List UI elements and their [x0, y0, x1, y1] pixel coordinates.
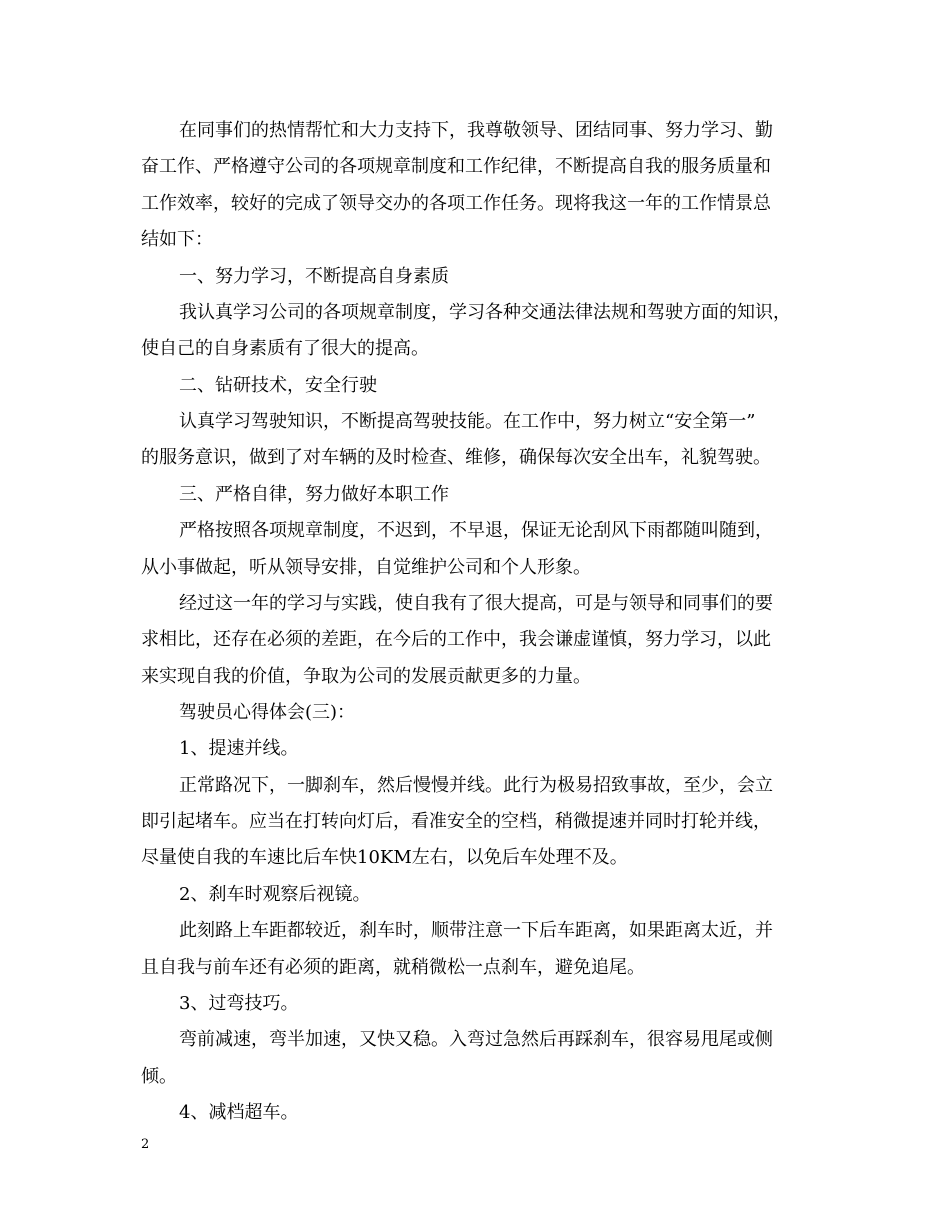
text-line: 认真学习驾驶知识，不断提高驾驶技能。在工作中，努力树立“安全第一” [179, 411, 756, 432]
section-heading: 三、严格自律，努力做好本职工作 [179, 484, 449, 505]
text-line: 正常路况下，一脚刹车，然后慢慢并线。此行为极易招致事故，至少，会立 [179, 775, 773, 796]
text-line: 严格按照各项规章制度，不迟到，不早退，保证无论刮风下雨都随叫随到， [179, 520, 773, 541]
text-line: 此刻路上车距都较近，刹车时，顺带注意一下后车距离，如果距离太近，并 [179, 920, 773, 941]
text-line: 尽量使自我的车速比后车快10KM左右，以免后车处理不及。 [141, 847, 628, 868]
text-line: 结如下： [141, 229, 213, 250]
text-line: 我认真学习公司的各项规章制度，学习各种交通法律法规和驾驶方面的知识， [179, 302, 791, 323]
text-line: 奋工作、严格遵守公司的各项规章制度和工作纪律，不断提高自我的服务质量和 [141, 156, 771, 177]
list-item-heading: 4、减档超车。 [179, 1102, 299, 1123]
text-line: 工作效率，较好的完成了领导交办的各项工作任务。现将我这一年的工作情景总 [141, 193, 771, 214]
section-heading: 二、钻研技术，安全行驶 [179, 375, 377, 396]
page-number: 2 [141, 1137, 150, 1152]
text-line: 经过这一年的学习与实践，使自我有了很大提高，可是与领导和同事们的要 [179, 593, 773, 614]
list-item-heading: 2、刹车时观察后视镜。 [179, 884, 371, 905]
section-heading: 驾驶员心得体会(三)： [179, 702, 356, 723]
text-line: 求相比，还存在必须的差距，在今后的工作中，我会谦虚谨慎，努力学习，以此 [141, 629, 771, 650]
list-item-heading: 3、过弯技巧。 [179, 993, 299, 1014]
text-line: 且自我与前车还有必须的距离，就稍微松一点刹车，避免追尾。 [141, 957, 645, 978]
text-line: 在同事们的热情帮忙和大力支持下，我尊敬领导、团结同事、努力学习、勤 [179, 120, 773, 141]
text-line: 倾。 [141, 1066, 177, 1087]
text-line: 来实现自我的价值，争取为公司的发展贡献更多的力量。 [141, 666, 591, 687]
text-line: 使自己的自身素质有了很大的提高。 [141, 338, 429, 359]
text-line: 弯前减速，弯半加速，又快又稳。入弯过急然后再踩刹车，很容易甩尾或侧 [179, 1029, 773, 1050]
section-heading: 一、努力学习，不断提高自身素质 [179, 266, 449, 287]
text-line: 的服务意识，做到了对车辆的及时检查、维修，确保每次安全出车，礼貌驾驶。 [141, 447, 771, 468]
text-line: 即引起堵车。应当在打转向灯后，看准安全的空档，稍微提速并同时打轮并线， [141, 811, 771, 832]
text-line: 从小事做起，听从领导安排，自觉维护公司和个人形象。 [141, 557, 591, 578]
list-item-heading: 1、提速并线。 [179, 738, 299, 759]
